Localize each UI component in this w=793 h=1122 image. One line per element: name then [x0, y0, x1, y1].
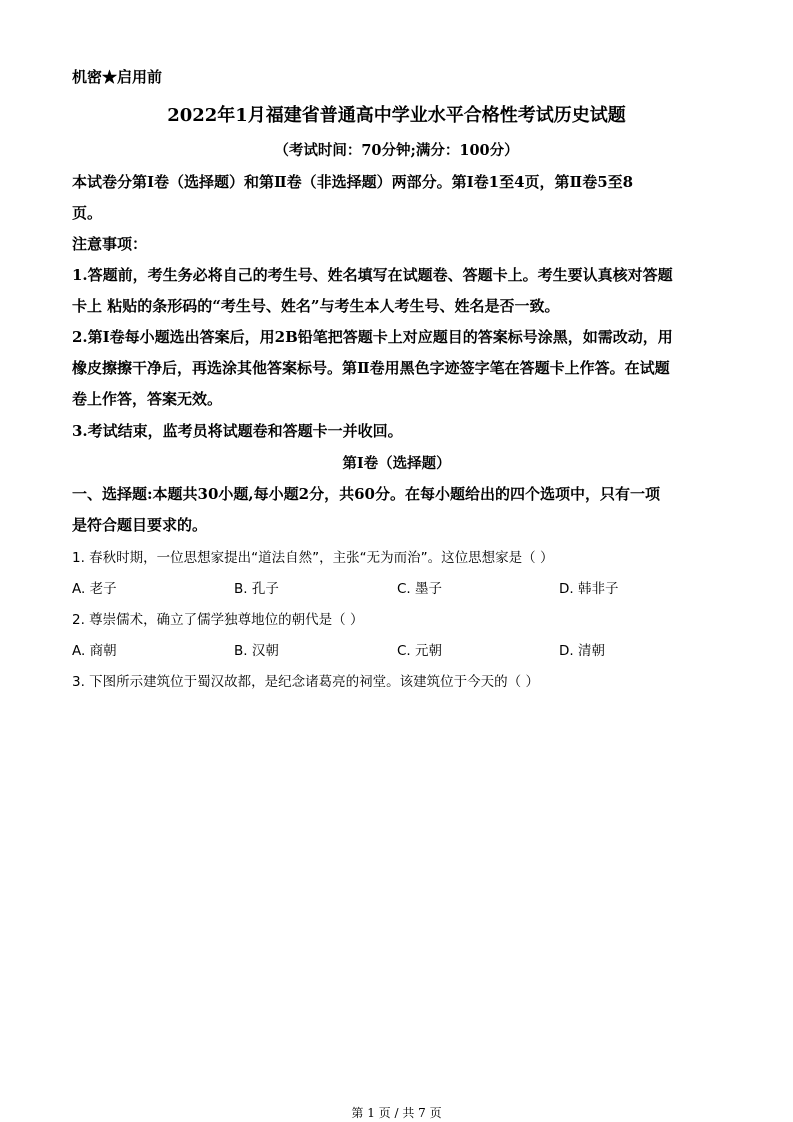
notice-item-1-line-2: 卡上 粘贴的条形码的“考生号、姓名”与考生本人考生号、姓名是否一致。	[72, 297, 560, 315]
page-title: 2022年1月福建省普通高中学业水平合格性考试历史试题	[167, 105, 626, 126]
question-2-option-a: A. 商朝	[72, 643, 117, 659]
notice-heading: 注意事项：	[72, 235, 148, 253]
notice-item-3: 3.考试结束，监考员将试题卷和答题卡一并收回。	[72, 422, 403, 440]
question-2-text: 2. 尊崇儒术，确立了儒学独尊地位的朝代是（ ）	[72, 612, 364, 628]
question-1-text: 1. 春秋时期，一位思想家提出“道法自然”，主张“无为而治”。这位思想家是（ ）	[72, 550, 554, 566]
exam-time-info: （考试时间：70分钟;满分：100分）	[274, 142, 519, 159]
notice-item-1-line-1: 1.答题前，考生务必将自己的考生号、姓名填写在试题卷、答题卡上。考生要认真核对答题	[72, 266, 673, 284]
question-2-option-c: C. 元朝	[397, 643, 443, 659]
question-1-option-d: D. 韩非子	[559, 581, 619, 597]
page-footer: 第 1 页 / 共 7 页	[351, 1106, 442, 1120]
section-instruction-line-2: 是符合题目要求的。	[72, 516, 208, 534]
notice-item-2-line-1: 2.第Ⅰ卷每小题选出答案后，用2B铅笔把答题卡上对应题目的答案标号涂黑，如需改动，用	[72, 328, 673, 346]
section-instruction-line-1: 一、选择题:本题共30小题,每小题2分，共60分。在每小题给出的四个选项中，只有一项	[72, 485, 660, 503]
question-2-option-b: B. 汉朝	[234, 643, 279, 659]
section-title: 第Ⅰ卷（选择题）	[342, 455, 451, 472]
notice-item-2-line-2: 橡皮擦擦干净后，再选涂其他答案标号。第Ⅱ卷用黑色字迹签字笔在答题卡上作答。在试题	[72, 359, 670, 377]
question-1-option-b: B. 孔子	[234, 581, 279, 597]
question-2-option-d: D. 清朝	[559, 643, 605, 659]
notice-item-2-line-3: 卷上作答，答案无效。	[72, 390, 223, 408]
intro-line-1: 本试卷分第Ⅰ卷（选择题）和第Ⅱ卷（非选择题）两部分。第Ⅰ卷1至4页，第Ⅱ卷5至8	[72, 173, 634, 191]
intro-line-2: 页。	[72, 204, 103, 222]
question-3-text: 3. 下图所示建筑位于蜀汉故都，是纪念诸葛亮的祠堂。该建筑位于今天的（ ）	[72, 674, 539, 690]
question-1-option-c: C. 墨子	[397, 581, 443, 597]
secret-label: 机密★启用前	[72, 68, 163, 86]
question-1-option-a: A. 老子	[72, 581, 117, 597]
